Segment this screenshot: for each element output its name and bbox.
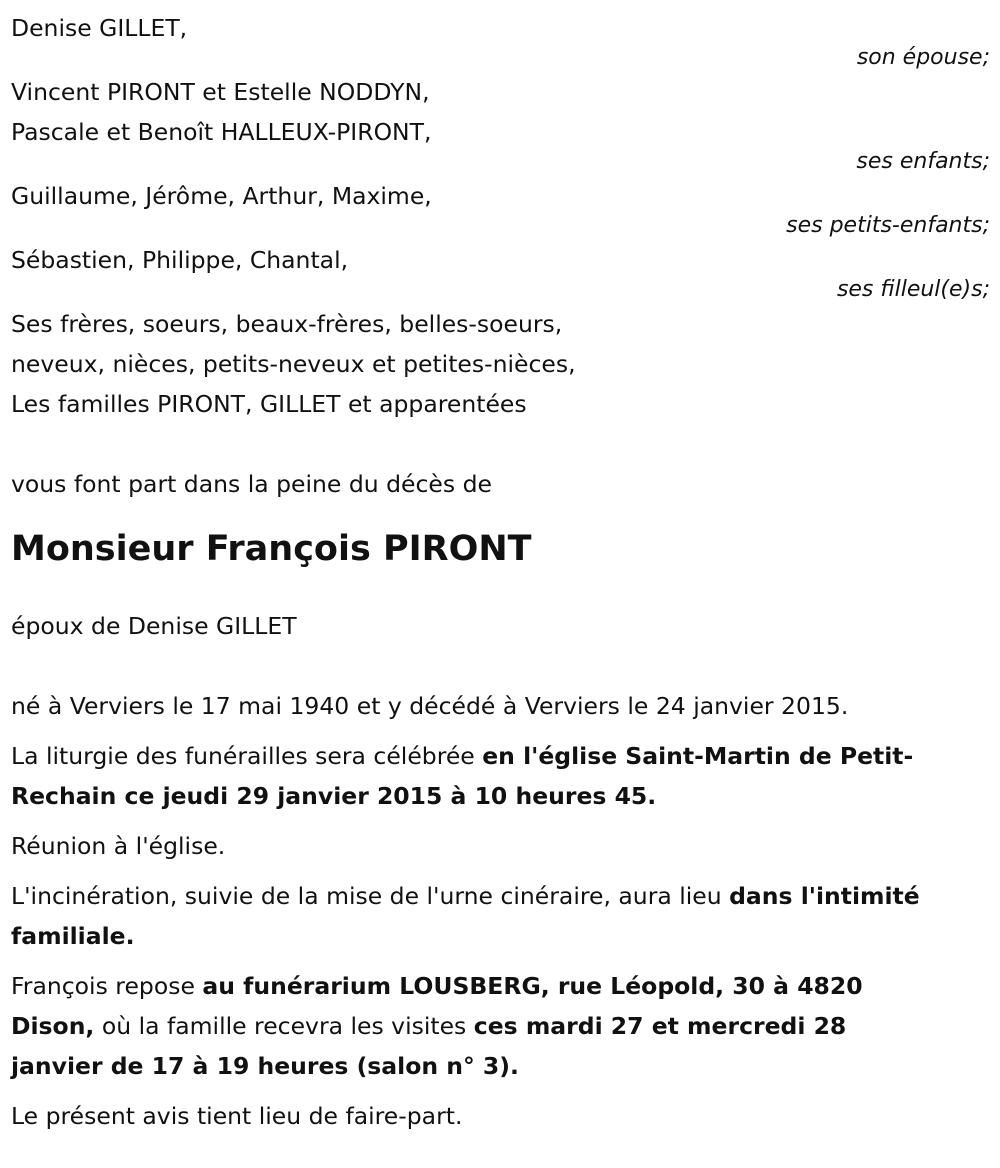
children-line-2: Pascale et Benoît HALLEUX-PIRONT, [11,118,432,146]
incineration-prefix: L'incinération, suivie de la mise de l'urne cinéraire, aura lieu [11,882,730,910]
closing-paragraph: Le présent avis tient lieu de faire-part. [11,1102,463,1130]
incineration-privacy: dans l'intimité familiale. [11,882,920,950]
deceased-name: Monsieur François PIRONT [11,529,532,569]
relatives-line-1: Ses frères, soeurs, beaux-frères, belles-soeurs, [11,310,563,338]
funeral-home-address: au funérarium LOUSBERG, rue Léopold, 30 à 4820 Dison, [11,972,863,1040]
spouse-line: époux de Denise GILLET [11,612,297,640]
grandchildren-names: Guillaume, Jérôme, Arthur, Maxime, [11,182,432,210]
incineration-paragraph [11,876,941,956]
liturgy-location-time: en l'église Saint-Martin de Petit-Rechain ce jeudi 29 janvier 2015 à 10 heures 45. [11,742,914,810]
children-relation: ses enfants; [856,149,990,174]
announcement-intro: vous font part dans la peine du décès de [11,470,492,498]
grandchildren-relation: ses petits-enfants; [786,213,990,238]
godchildren-names: Sébastien, Philippe, Chantal, [11,246,349,274]
birth-death-paragraph: né à Verviers le 17 mai 1940 et y décédé à Verviers le 24 janvier 2015. [11,692,849,720]
repose-prefix: François repose [11,972,203,1000]
reunion-paragraph: Réunion à l'église. [11,832,226,860]
godchildren-relation: ses filleul(e)s; [836,277,990,302]
obituary-notice [11,8,991,1146]
liturgy-prefix: La liturgie des funérailles sera célébrée [11,742,483,770]
spacer [11,572,991,606]
wife-name: Denise GILLET, [11,14,188,42]
spacer [11,646,991,686]
relatives-line-3: Les familles PIRONT, GILLET et apparentées [11,390,527,418]
visiting-hours: ces mardi 27 et mercredi 28 janvier de 17 à 19 heures (salon n° 3). [11,1012,847,1080]
spacer [11,424,991,464]
children-line-1: Vincent PIRONT et Estelle NODDYN, [11,78,430,106]
liturgy-paragraph [11,736,941,816]
repose-paragraph [11,966,941,1086]
visits-prefix: où la famille recevra les visites [94,1012,474,1040]
relatives-line-2: neveux, nièces, petits-neveux et petites-nièces, [11,350,576,378]
wife-relation: son épouse; [856,45,990,70]
